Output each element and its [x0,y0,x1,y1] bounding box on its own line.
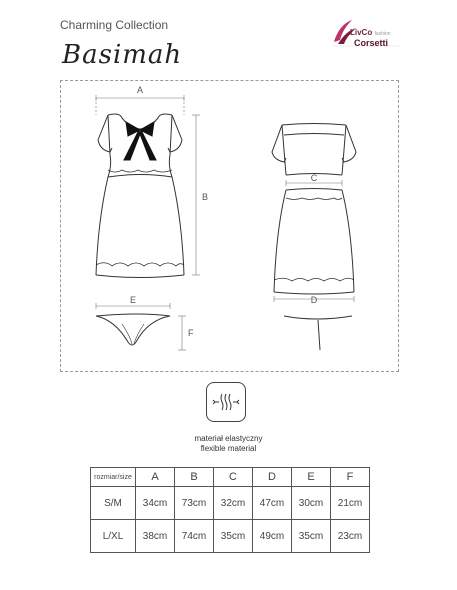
dimension-f-line [178,316,186,350]
thong-back-outline [284,316,352,350]
table-cell: 32cm [214,487,253,520]
dress-back-outline [272,124,356,295]
table-cell: 23cm [331,520,370,553]
label-c: C [310,173,318,183]
stretch-fabric-icon [206,382,246,422]
table-row [91,487,370,520]
thong-front-outline [96,314,170,345]
column-header: E [292,468,331,487]
size-label: S/M [91,487,136,520]
column-header: B [175,468,214,487]
table-cell: 34cm [136,487,175,520]
dimension-b-line [192,115,200,275]
table-cell: 73cm [175,487,214,520]
label-f: F [188,328,194,338]
column-header: C [214,468,253,487]
garment-diagram [60,80,397,370]
brand-logo [330,18,405,54]
table-cell: 30cm [292,487,331,520]
table-cell: 35cm [292,520,331,553]
column-header: D [253,468,292,487]
table-cell: 21cm [331,487,370,520]
bow-icon [124,122,156,160]
logo-line2: Corsetti [354,38,389,48]
column-header: A [136,468,175,487]
size-table-corner: rozmiar/size [91,468,136,487]
table-cell: 49cm [253,520,292,553]
material-polish: materiał elastyczny [194,434,263,443]
label-d: D [310,295,318,305]
label-a: A [136,85,144,95]
size-table-header [91,468,370,487]
product-title: Basimah [62,40,183,70]
label-b: B [202,192,209,202]
table-cell: 74cm [175,520,214,553]
table-cell: 38cm [136,520,175,553]
table-cell: 47cm [253,487,292,520]
logo-line1: LivCo fashion [350,28,391,37]
column-header: F [331,468,370,487]
size-label: L/XL [91,520,136,553]
table-cell: 35cm [214,520,253,553]
size-table [90,467,370,553]
collection-name: Charming Collection [60,18,169,32]
dress-front-outline [96,114,184,278]
dimension-a-line [96,95,184,115]
table-row [91,520,370,553]
label-e: E [129,295,137,305]
material-english: flexible material [200,444,257,453]
